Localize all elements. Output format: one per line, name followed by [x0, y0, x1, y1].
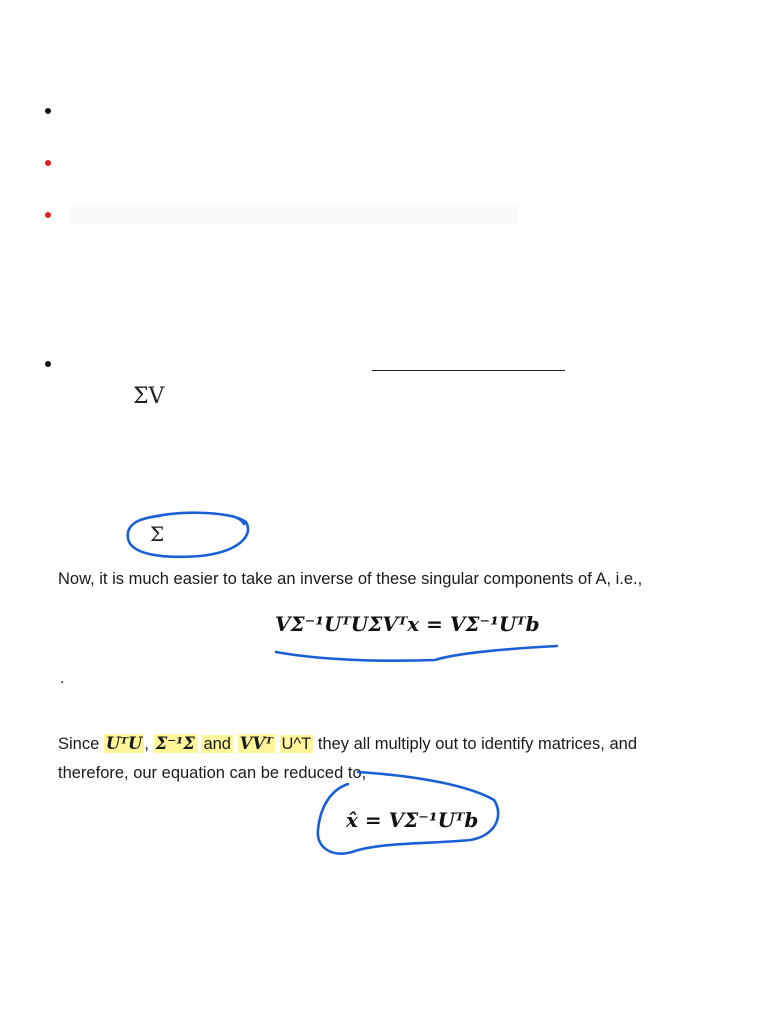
- math-vvt: VVᵀ: [239, 734, 273, 753]
- math-utu: UᵀU: [105, 734, 143, 753]
- paragraph-inverse: Now, it is much easier to take an inverse of these singular components of A, i.e.,: [58, 570, 643, 588]
- since-word: Since: [58, 735, 100, 753]
- plain-ut: U^T: [281, 735, 312, 753]
- stray-period: .: [60, 670, 65, 687]
- paragraph-since-line2: therefore, our equation can be reduced to,: [58, 764, 367, 782]
- sigma-circled-fragment: Σ: [150, 522, 165, 546]
- blank-underline: [372, 370, 565, 371]
- math-sigma-inv-sigma: Σ⁻¹Σ: [155, 734, 195, 753]
- ink-underline-equation: [276, 646, 557, 661]
- equation-reduced: x̂ = VΣ⁻¹Uᵀb: [346, 808, 479, 832]
- faint-text-band: [70, 204, 518, 224]
- bullet-2: [45, 160, 51, 166]
- bullet-4: [45, 361, 51, 367]
- paragraph-since: [58, 734, 637, 754]
- bullet-3: [45, 212, 51, 218]
- paragraph-rest: they all multiply out to identify matrices, and: [317, 735, 638, 753]
- comma: ,: [144, 735, 149, 753]
- sigma-v-fragment: ΣV: [133, 384, 165, 409]
- and-word: and: [203, 735, 231, 753]
- ink-circle-sigma: [128, 513, 248, 557]
- bullet-1: [45, 108, 51, 114]
- equation-full: VΣ⁻¹UᵀUΣVᵀx = VΣ⁻¹Uᵀb: [275, 612, 540, 636]
